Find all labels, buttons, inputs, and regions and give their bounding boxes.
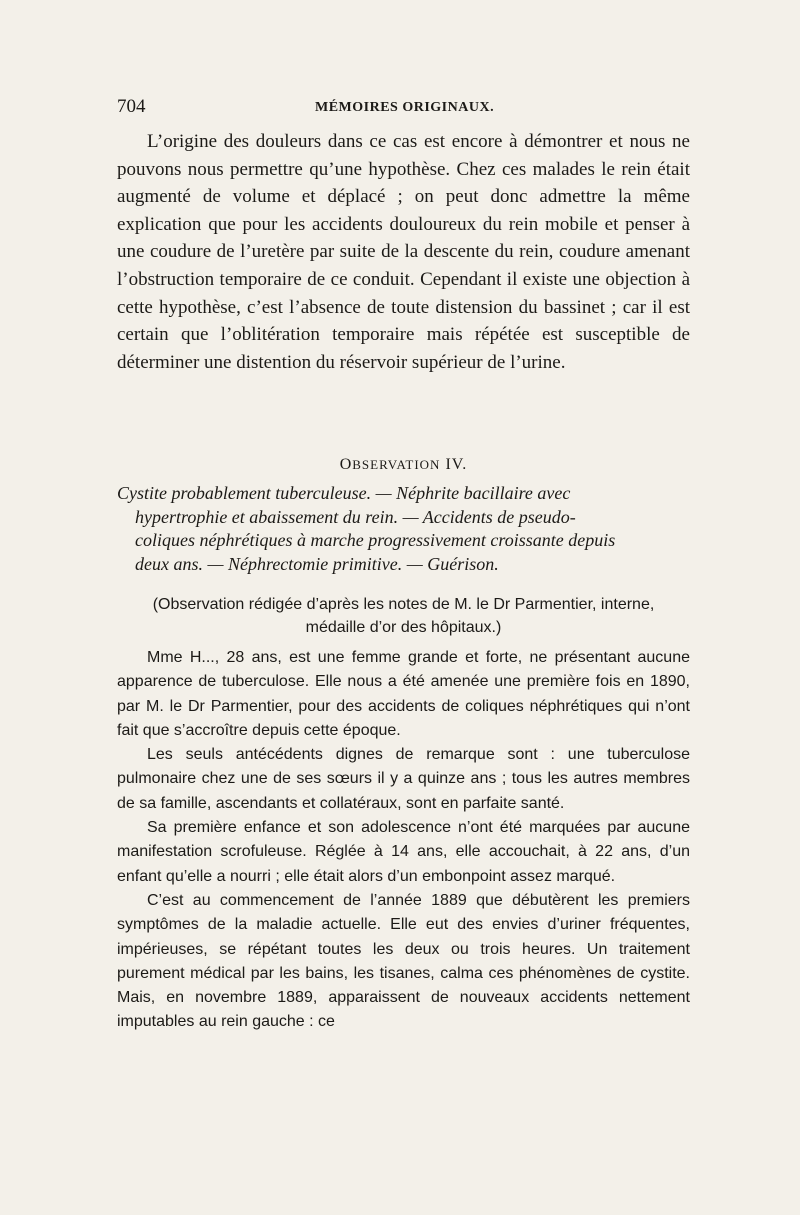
- running-title: MÉMOIRES ORIGINAUX.: [315, 100, 495, 115]
- intro-paragraph: L’origine des douleurs dans ce cas est encore à démontrer et nous ne pouvons nous permettre qu’une hypothèse. Chez ces malades le rein était augmenté de volume et déplacé ; on peut donc admettre la même explication que pour les accidents douloureux du rein mobile et penser à une coudure de l’uretère par suite de la descente du rein, coudure amenant l’obstruction temporaire de ce conduit. Cependant il existe une objection à cette hypothèse, c’est l’absence de toute distension du bassinet ; car il est certain que l’oblitération temporaire mais répétée est susceptible de déterminer une distention du réservoir supérieur de l’urine.: [117, 131, 690, 373]
- subtitle-line: hypertrophie et abaissement du rein. — Accidents de pseudo-: [135, 506, 576, 527]
- subtitle-line: coliques néphrétiques à marche progressivement croissante depuis: [135, 530, 616, 550]
- case-paragraph: Les seuls antécédents dignes de remarque sont : une tuberculose pulmonaire chez une de ses sœurs il y a quinze ans ; tous les autres membres de sa famille, ascendants et collatéraux, sont en parfaite santé.: [117, 746, 690, 812]
- observation-title-cap: O: [339, 456, 353, 473]
- observation-note: [117, 593, 690, 639]
- observation-title: [117, 456, 690, 474]
- note-line: (Observation rédigée d’après les notes de M. le Dr Parmentier, interne,: [152, 596, 655, 613]
- page-header: [117, 96, 690, 122]
- case-paragraph: Mme H..., 28 ans, est une femme grande et forte, ne présentant aucune apparence de tuberculose. Elle nous a été amenée une première fois en 1890, par M. le Dr Parmentier, pour des accidents de coliques néphrétiques qui n’ont fait que s’accroître depuis cette époque.: [117, 649, 690, 739]
- subtitle-line: Cystite probablement tuberculeuse. — Néphrite bacillaire avec: [117, 483, 571, 503]
- intro-text: [117, 128, 690, 376]
- case-text: [117, 646, 690, 1035]
- note-line: médaille d’or des hôpitaux.): [305, 619, 502, 636]
- page-number: 704: [117, 96, 146, 117]
- observation-title-numeral: IV.: [445, 456, 468, 473]
- observation-title-rest: BSERVATION: [352, 457, 441, 472]
- subtitle-line: deux ans. — Néphrectomie primitive. — Guérison.: [135, 553, 499, 574]
- case-paragraph: Sa première enfance et son adolescence n’ont été marquées par aucune manifestation scrofuleuse. Réglée à 14 ans, elle accouchait, à 22 ans, d’un enfant qu’elle a nourri ; elle était alors d’un embonpoint assez marqué.: [117, 819, 690, 885]
- observation-subtitle: [117, 482, 690, 576]
- case-paragraph: C’est au commencement de l’année 1889 que débutèrent les premiers symptômes de la maladie actuelle. Elle eut des envies d’uriner fréquentes, impérieuses, se répétant toutes les deux ou trois heures. Un traitement purement médical par les bains, les tisanes, calma ces phénomènes de cystite. Mais, en novembre 1889, apparaissent de nouveaux accidents nettement imputables au rein gauche : ce: [117, 891, 690, 1031]
